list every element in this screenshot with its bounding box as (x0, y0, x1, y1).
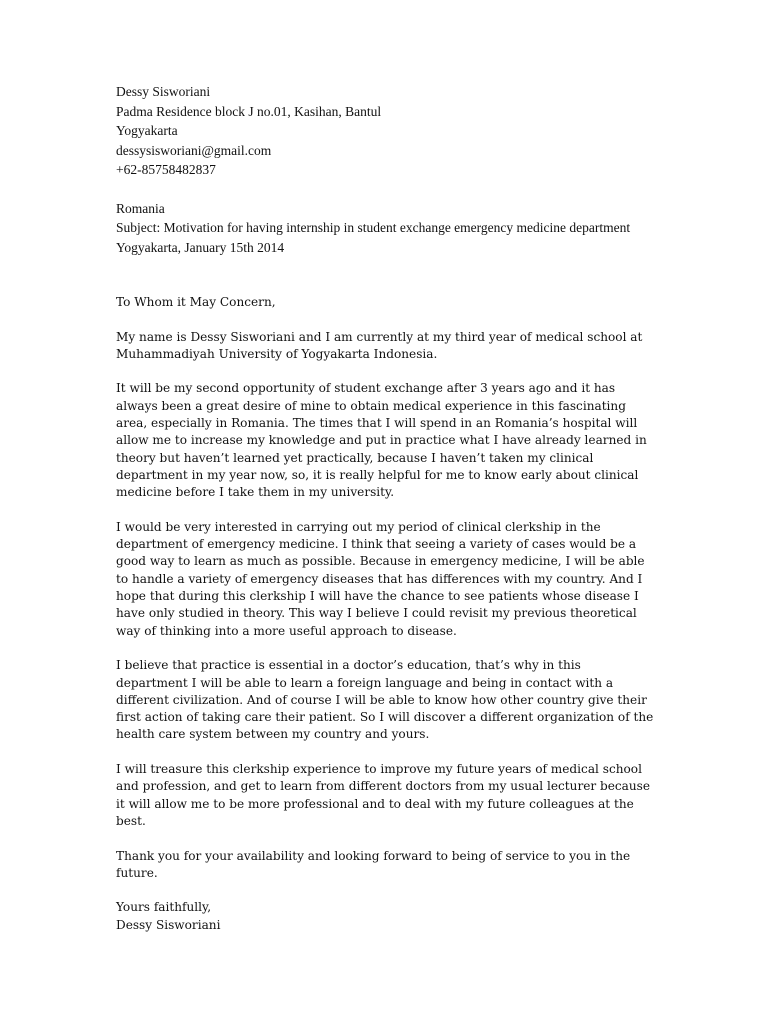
sender-address-line2: Yogyakarta (116, 123, 178, 138)
closing: Yours faithfully, (116, 900, 212, 915)
signature-name: Dessy Sisworiani (116, 917, 221, 932)
paragraph-treasure: I will treasure this clerkship experience to improve my future years of medical school and profession, and get to learn from different doctors from my usual lecturer because it will allow me to be more professional and to deal with my future colleagues at the best. (116, 762, 651, 828)
paragraph-clerkship: I would be very interested in carrying out my period of clinical clerkship in the department of emergency medicine. I think that seeing a variety of cases would be a good way to learn as much as possible. Because in emergency medicine, I will be able to handle a variety of emergency diseases that has differences with my country. And I hope that during this clerkship I will have the chance to see patients whose disease I have only studied in theory. This way I believe I could revisit my previous theoretical way of thinking into a more useful approach to disease. (116, 519, 645, 638)
letter-header (116, 82, 656, 257)
letter-body (116, 294, 654, 934)
recipient-country: Romania (116, 200, 165, 216)
sender-name: Dessy Sisworiani (116, 84, 211, 99)
sender-phone: +62-85758482837 (116, 162, 216, 177)
sender-address-line1: Padma Residence block J no.01, Kasihan, Bantul (116, 103, 382, 119)
salutation: To Whom it May Concern, (116, 295, 276, 309)
paragraph-practice: I believe that practice is essential in a doctor’s education, that’s why in this department I will be able to learn a foreign language and being in contact with a different civilization. And of course I will be able to know how other country give their first action of taking care their patient. So I will discover a different organization of the health care system between my country and yours. (116, 658, 654, 742)
sender-email: dessysisworiani@gmail.com (116, 142, 272, 158)
place-date: Yogyakarta, January 15th 2014 (116, 239, 285, 255)
letter-subject: Subject: Motivation for having internship in student exchange emergency medicine department (116, 220, 631, 235)
paragraph-thanks: Thank you for your availability and looking forward to being of service to you in the future. (116, 848, 631, 880)
paragraph-opportunity: It will be my second opportunity of student exchange after 3 years ago and it has always been a great desire of mine to obtain medical experience in this fascinating area, especially in Romania. The times that I will spend in an Romania’s hospital will allow me to increase my knowledge and put in practice what I have already learned in theory but haven’t learned yet practically, because I haven’t taken my clinical department in my year now, so, it is really helpful for me to know early about clinical medicine before I take them in my university. (116, 381, 647, 500)
header-spacer (116, 180, 656, 199)
paragraph-intro: My name is Dessy Sisworiani and I am currently at my third year of medical school at Muhammadiyah University of Yogyakarta Indonesia. (116, 329, 643, 361)
